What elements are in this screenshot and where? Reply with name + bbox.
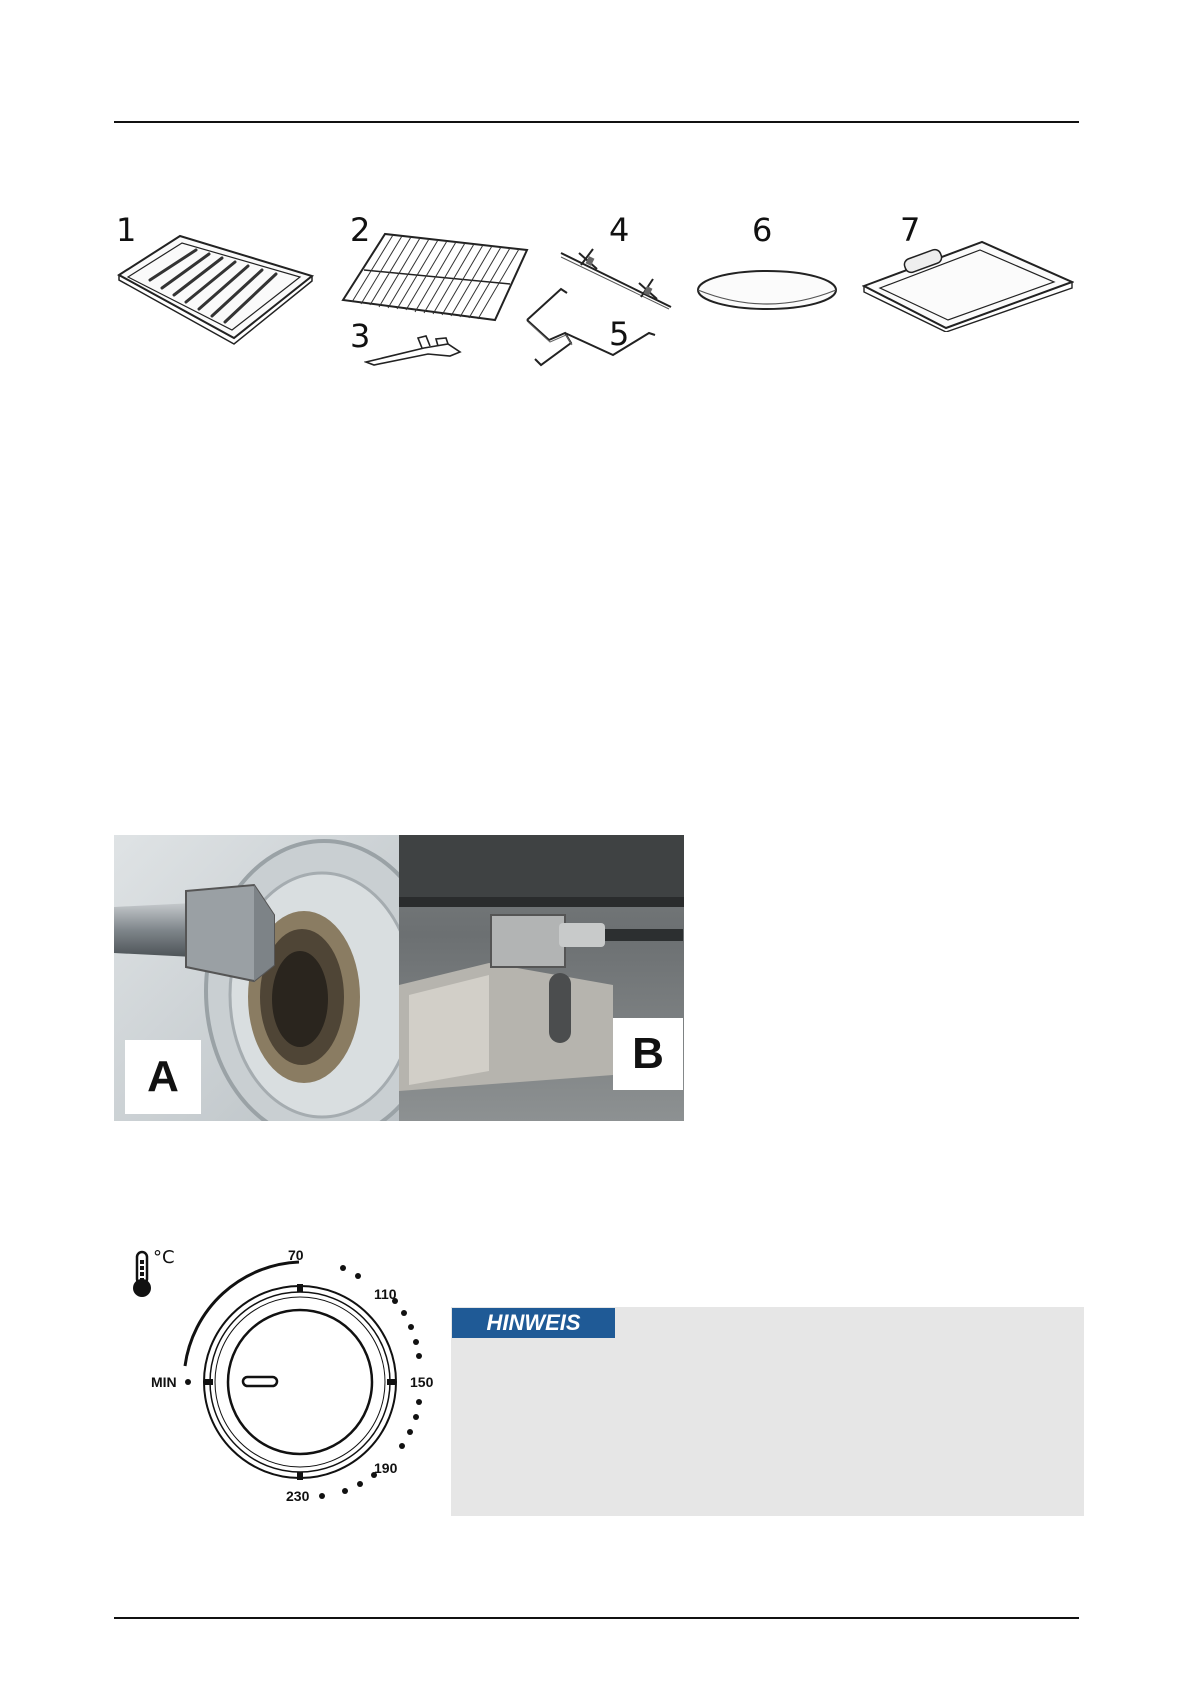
- pizza-stone-illustration: [695, 268, 839, 314]
- dial-mark-230: 230: [286, 1488, 310, 1504]
- wire-rack-illustration: [340, 228, 530, 324]
- dial-mark-min: MIN: [151, 1374, 177, 1390]
- photo-b-label: B: [613, 1018, 683, 1090]
- note-box: [451, 1307, 1084, 1516]
- accessory-label-6: 6: [752, 211, 773, 249]
- crumb-tray-illustration: [862, 236, 1074, 332]
- dial-mark-150: 150: [410, 1374, 434, 1390]
- accessory-label-7: 7: [900, 211, 921, 249]
- photo-a-label: A: [125, 1040, 201, 1114]
- top-rule: [114, 121, 1079, 123]
- rotisserie-handle-illustration: [525, 285, 657, 369]
- photo-a: [114, 835, 399, 1121]
- accessory-label-3: 3: [350, 317, 371, 355]
- accessory-label-5: 5: [609, 315, 630, 353]
- dial-mark-190: 190: [374, 1460, 398, 1476]
- tray-handle-illustration: [364, 334, 462, 366]
- note-heading: HINWEIS: [452, 1308, 615, 1338]
- temperature-dial[interactable]: [140, 1250, 445, 1515]
- dial-mark-70: 70: [288, 1247, 304, 1263]
- bottom-rule: [114, 1617, 1079, 1619]
- baking-tray-illustration: [114, 228, 316, 348]
- accessory-label-2: 2: [350, 211, 371, 249]
- photo-b: [399, 835, 684, 1121]
- accessory-label-4: 4: [609, 211, 630, 249]
- accessory-label-1: 1: [116, 211, 137, 249]
- dial-mark-110: 110: [374, 1286, 397, 1302]
- temperature-unit: °C: [153, 1247, 175, 1268]
